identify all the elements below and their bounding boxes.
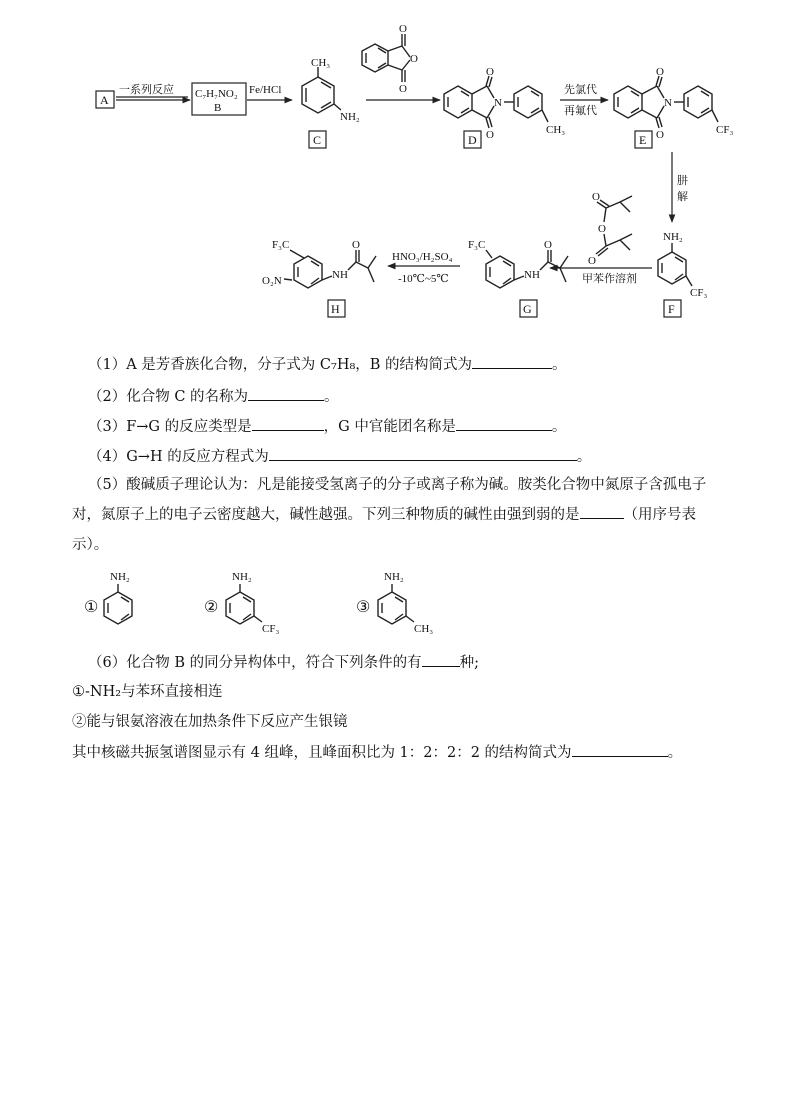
- condition-2: [72, 712, 348, 732]
- amine-2-label: ②: [204, 599, 219, 616]
- H-amide-O: O: [352, 239, 360, 251]
- arrow-G-H-bottom: -10℃~5℃: [398, 273, 449, 285]
- arrow-E-F-label-2: 解: [677, 191, 688, 203]
- question-5-end: （用序号表示）。: [72, 507, 696, 553]
- question-3: [88, 416, 566, 437]
- compound-A: [96, 91, 114, 108]
- reaction-scheme: [0, 0, 800, 330]
- compound-G: [520, 300, 537, 317]
- compound-G-structure: [468, 239, 568, 288]
- compound-H-structure: [262, 239, 376, 288]
- compound-F-structure: [658, 231, 707, 299]
- question-3-text-a: （3）F→G 的反应类型是: [88, 419, 252, 435]
- F-trifluoromethyl: CF₃: [690, 287, 708, 299]
- arrow-E-F: [672, 152, 688, 222]
- H-amide-NH: NH: [332, 269, 348, 281]
- answer-blank-3a[interactable]: [252, 416, 324, 431]
- arrow-A-B-label: 一系列反应: [119, 84, 174, 96]
- question-1-text: （1）A 是芳香族化合物，分子式为 C₇H₈，B 的结构简式为: [88, 357, 473, 373]
- compound-C: [309, 131, 326, 148]
- arrow-F-G: [550, 268, 652, 285]
- amine-1-NH2: NH₂: [110, 571, 130, 583]
- question-6-end: 种;: [459, 655, 479, 671]
- compound-H: [328, 300, 345, 317]
- amine-3-CH3: CH₃: [414, 623, 434, 635]
- answer-blank-6b[interactable]: [572, 742, 668, 757]
- answer-blank-3b[interactable]: [456, 416, 552, 431]
- C-methyl: CH₃: [311, 57, 331, 69]
- question-2-text: （2）化合物 C 的名称为: [88, 389, 249, 405]
- label-G: G: [523, 302, 532, 316]
- answer-blank-5[interactable]: [580, 504, 624, 519]
- condition-1-text: ①-NH₂与苯环直接相连: [72, 684, 223, 700]
- anhydride-O-top: O: [399, 23, 407, 35]
- arrow-D-E-top: 先氯代: [564, 84, 597, 96]
- compound-D-structure: [444, 66, 565, 141]
- answer-blank-2[interactable]: [248, 386, 324, 401]
- anhydride-O-ring: O: [410, 53, 418, 65]
- arrow-E-F-label-1: 肼: [677, 175, 688, 187]
- F-amino: NH₂: [663, 231, 683, 243]
- amine-1-aniline: [84, 571, 132, 624]
- C-amino: NH₂: [340, 111, 360, 123]
- compound-B: [192, 83, 246, 115]
- amine-2-NH2: NH₂: [232, 571, 252, 583]
- answer-blank-1[interactable]: [472, 354, 552, 369]
- label-F: F: [668, 302, 675, 316]
- question-6b: [72, 742, 682, 763]
- anh2-O-mid: O: [598, 223, 606, 235]
- anh2-O-bottom: O: [588, 255, 596, 267]
- arrow-B-C: [247, 84, 292, 100]
- E-O-top: O: [656, 66, 664, 78]
- answer-blank-6a[interactable]: [422, 652, 460, 667]
- label-D: D: [468, 133, 477, 147]
- question-3-end: 。: [551, 419, 567, 435]
- G-trifluoromethyl: F₃C: [468, 239, 486, 251]
- question-6b-text: 其中核磁共振氢谱图显示有 4 组峰，且峰面积比为 1：2：2：2 的结构简式为: [72, 745, 572, 761]
- compound-F: [664, 300, 681, 317]
- phthalic-anhydride: [362, 23, 418, 95]
- label-B: B: [214, 102, 222, 114]
- E-O-bottom: O: [656, 129, 664, 141]
- amine-structures: [0, 560, 800, 640]
- anh2-O-top: O: [592, 191, 600, 203]
- question-6: [88, 652, 479, 673]
- question-1-end: 。: [552, 357, 567, 373]
- label-H: H: [331, 302, 340, 316]
- amine-1-label: ①: [84, 599, 99, 616]
- arrow-B-C-label: Fe/HCl: [249, 84, 282, 96]
- question-5-text: （5）酸碱质子理论认为：凡是能接受氢离子的分子或离子称为碱。胺类化合物中氮原子含孤电子对，氮原子上的电子云密度越大，碱性越强。下列三种物质的碱性由强到弱的是: [72, 477, 707, 523]
- label-C: C: [313, 133, 322, 147]
- amine-3-methylaniline: [356, 571, 433, 635]
- compound-E: [635, 131, 652, 148]
- H-nitro: O₂N: [262, 275, 282, 287]
- question-2: [88, 386, 339, 407]
- amine-3-NH2: NH₂: [384, 571, 404, 583]
- G-amide-O: O: [544, 239, 552, 251]
- D-O-bottom: O: [486, 129, 494, 141]
- isobutyric-anhydride: [588, 191, 632, 267]
- arrow-D-E: [560, 82, 608, 117]
- E-N: N: [664, 97, 672, 109]
- arrow-G-H-top: HNO₃/H₂SO₄: [392, 251, 453, 263]
- D-methyl: CH₃: [546, 124, 566, 136]
- answer-blank-4[interactable]: [269, 446, 577, 461]
- label-A: A: [100, 93, 109, 107]
- formula-B: C₇H₇NO₂: [195, 88, 238, 100]
- amine-2-CF3: CF₃: [262, 623, 280, 635]
- compound-E-structure: [614, 66, 733, 141]
- condition-1: [72, 682, 223, 702]
- amine-3-label: ③: [356, 599, 371, 616]
- compound-C-structure: [302, 57, 360, 123]
- question-1: [88, 354, 567, 375]
- arrow-D-E-bottom: 再氟代: [564, 105, 597, 117]
- G-amide-NH: NH: [524, 269, 540, 281]
- D-O-top: O: [486, 66, 494, 78]
- compound-D: [464, 131, 481, 148]
- question-6b-end: 。: [667, 745, 683, 761]
- H-trifluoromethyl: F₃C: [272, 239, 290, 251]
- question-5: [72, 470, 732, 560]
- anhydride-O-bottom: O: [399, 83, 407, 95]
- question-4-end: 。: [576, 449, 592, 465]
- D-N: N: [494, 97, 502, 109]
- arrow-G-H: [388, 251, 460, 285]
- arrow-F-G-label: 甲苯作溶剂: [582, 273, 637, 285]
- question-3-text-b: ，G 中官能团名称是: [323, 419, 456, 435]
- arrow-A-B: [116, 82, 190, 100]
- E-trifluoromethyl: CF₃: [716, 124, 734, 136]
- amine-2-trifluoromethylaniline: [204, 571, 279, 635]
- question-2-end: 。: [324, 389, 339, 405]
- label-E: E: [639, 133, 647, 147]
- question-6-text: （6）化合物 B 的同分异构体中，符合下列条件的有: [88, 655, 422, 671]
- condition-2-text: ②能与银氨溶液在加热条件下反应产生银镜: [72, 714, 348, 730]
- question-4-text: （4）G→H 的反应方程式为: [88, 449, 269, 465]
- question-4: [88, 446, 591, 467]
